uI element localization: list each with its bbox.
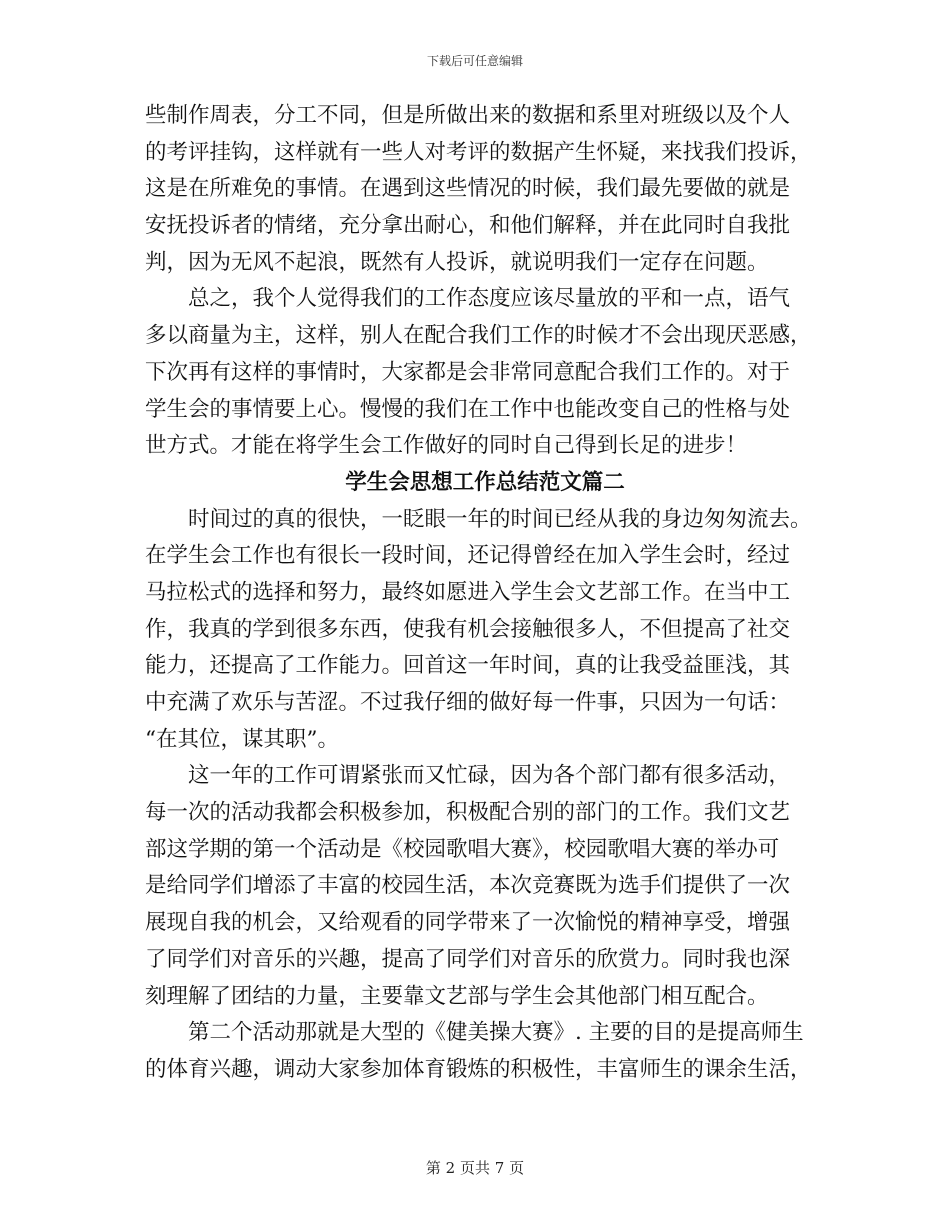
text-line: 判，因为无风不起浪，既然有人投诉，就说明我们一定存在问题。 [145, 249, 769, 275]
text-line: 部这学期的第一个活动是《校园歌唱大赛》，校园歌唱大赛的举办可 [145, 836, 780, 862]
document-body [145, 98, 825, 1089]
text-line: 展现自我的机会，又给观看的同学带来了一次愉悦的精神享受，增强 [145, 910, 791, 936]
text-line: 刻理解了团结的力量，主要靠文艺部与学生会其他部门相互配合。 [145, 983, 769, 1009]
paragraph-first-line: 时间过的真的很快，一眨眼一年的时间已经从我的身边匆匆流去。 [188, 506, 812, 532]
text-line: 的考评挂钩，这样就有一些人对考评的数据产生怀疑，来找我们投诉， [145, 139, 812, 165]
text-line: 世方式。才能在将学生会工作做好的同时自己得到长足的进步！ [145, 433, 748, 459]
text-line: 每一次的活动我都会积极参加，积极配合别的部门的工作。我们文艺 [145, 800, 791, 826]
text-line: 马拉松式的选择和努力，最终如愿进入学生会文艺部工作。在当中工 [145, 579, 791, 605]
text-line: 多以商量为主，这样，别人在配合我们工作的时候才不会出现厌恶感， [145, 323, 812, 349]
text-line: 了同学们对音乐的兴趣，提高了同学们对音乐的欣赏力。同时我也深 [145, 946, 791, 972]
text-line: “在其位，谋其职”。 [145, 726, 339, 752]
section-heading: 学生会思想工作总结范文篇二 [345, 469, 625, 495]
text-line: 中充满了欢乐与苦涩。不过我仔细的做好每一件事，只因为一句话： [145, 690, 791, 715]
text-line: 在学生会工作也有很长一段时间，还记得曾经在加入学生会时，经过 [145, 543, 791, 569]
text-line: 安抚投诉者的情绪，充分拿出耐心，和他们解释，并在此同时自我批 [145, 213, 791, 239]
page-header: 下载后可任意编辑 [426, 54, 523, 68]
text-line: 下次再有这样的事情时，大家都是会非常同意配合我们工作的。对于 [145, 359, 791, 385]
page-footer: 第 2 页共 7 页 [425, 1159, 525, 1177]
text-line: 学生会的事情要上心。慢慢的我们在工作中也能改变自己的性格与处 [145, 396, 791, 422]
paragraph-first-line: 总之，我个人觉得我们的工作态度应该尽量放的平和一点，语气 [188, 286, 791, 312]
text-line: 是给同学们增添了丰富的校园生活，本次竞赛既为选手们提供了一次 [145, 873, 791, 899]
text-line: 这是在所难免的事情。在遇到这些情况的时候，我们最先要做的就是 [145, 176, 791, 202]
text-line: 作，我真的学到很多东西，使我有机会接触很多人，不但提高了社交 [145, 616, 791, 642]
text-line: 的体育兴趣，调动大家参加体育锻炼的积极性，丰富师生的课余生活， [145, 1056, 812, 1082]
text-line: 能力，还提高了工作能力。回首这一年时间，真的让我受益匪浅，其 [145, 653, 791, 679]
paragraph-first-line: 这一年的工作可谓紧张而又忙碌，因为各个部门都有很多活动， [188, 763, 791, 789]
paragraph-first-line: 第二个活动那就是大型的《健美操大赛》. 主要的目的是提高师生 [188, 1020, 804, 1046]
text-line: 些制作周表，分工不同，但是所做出来的数据和系里对班级以及个人 [145, 103, 791, 128]
